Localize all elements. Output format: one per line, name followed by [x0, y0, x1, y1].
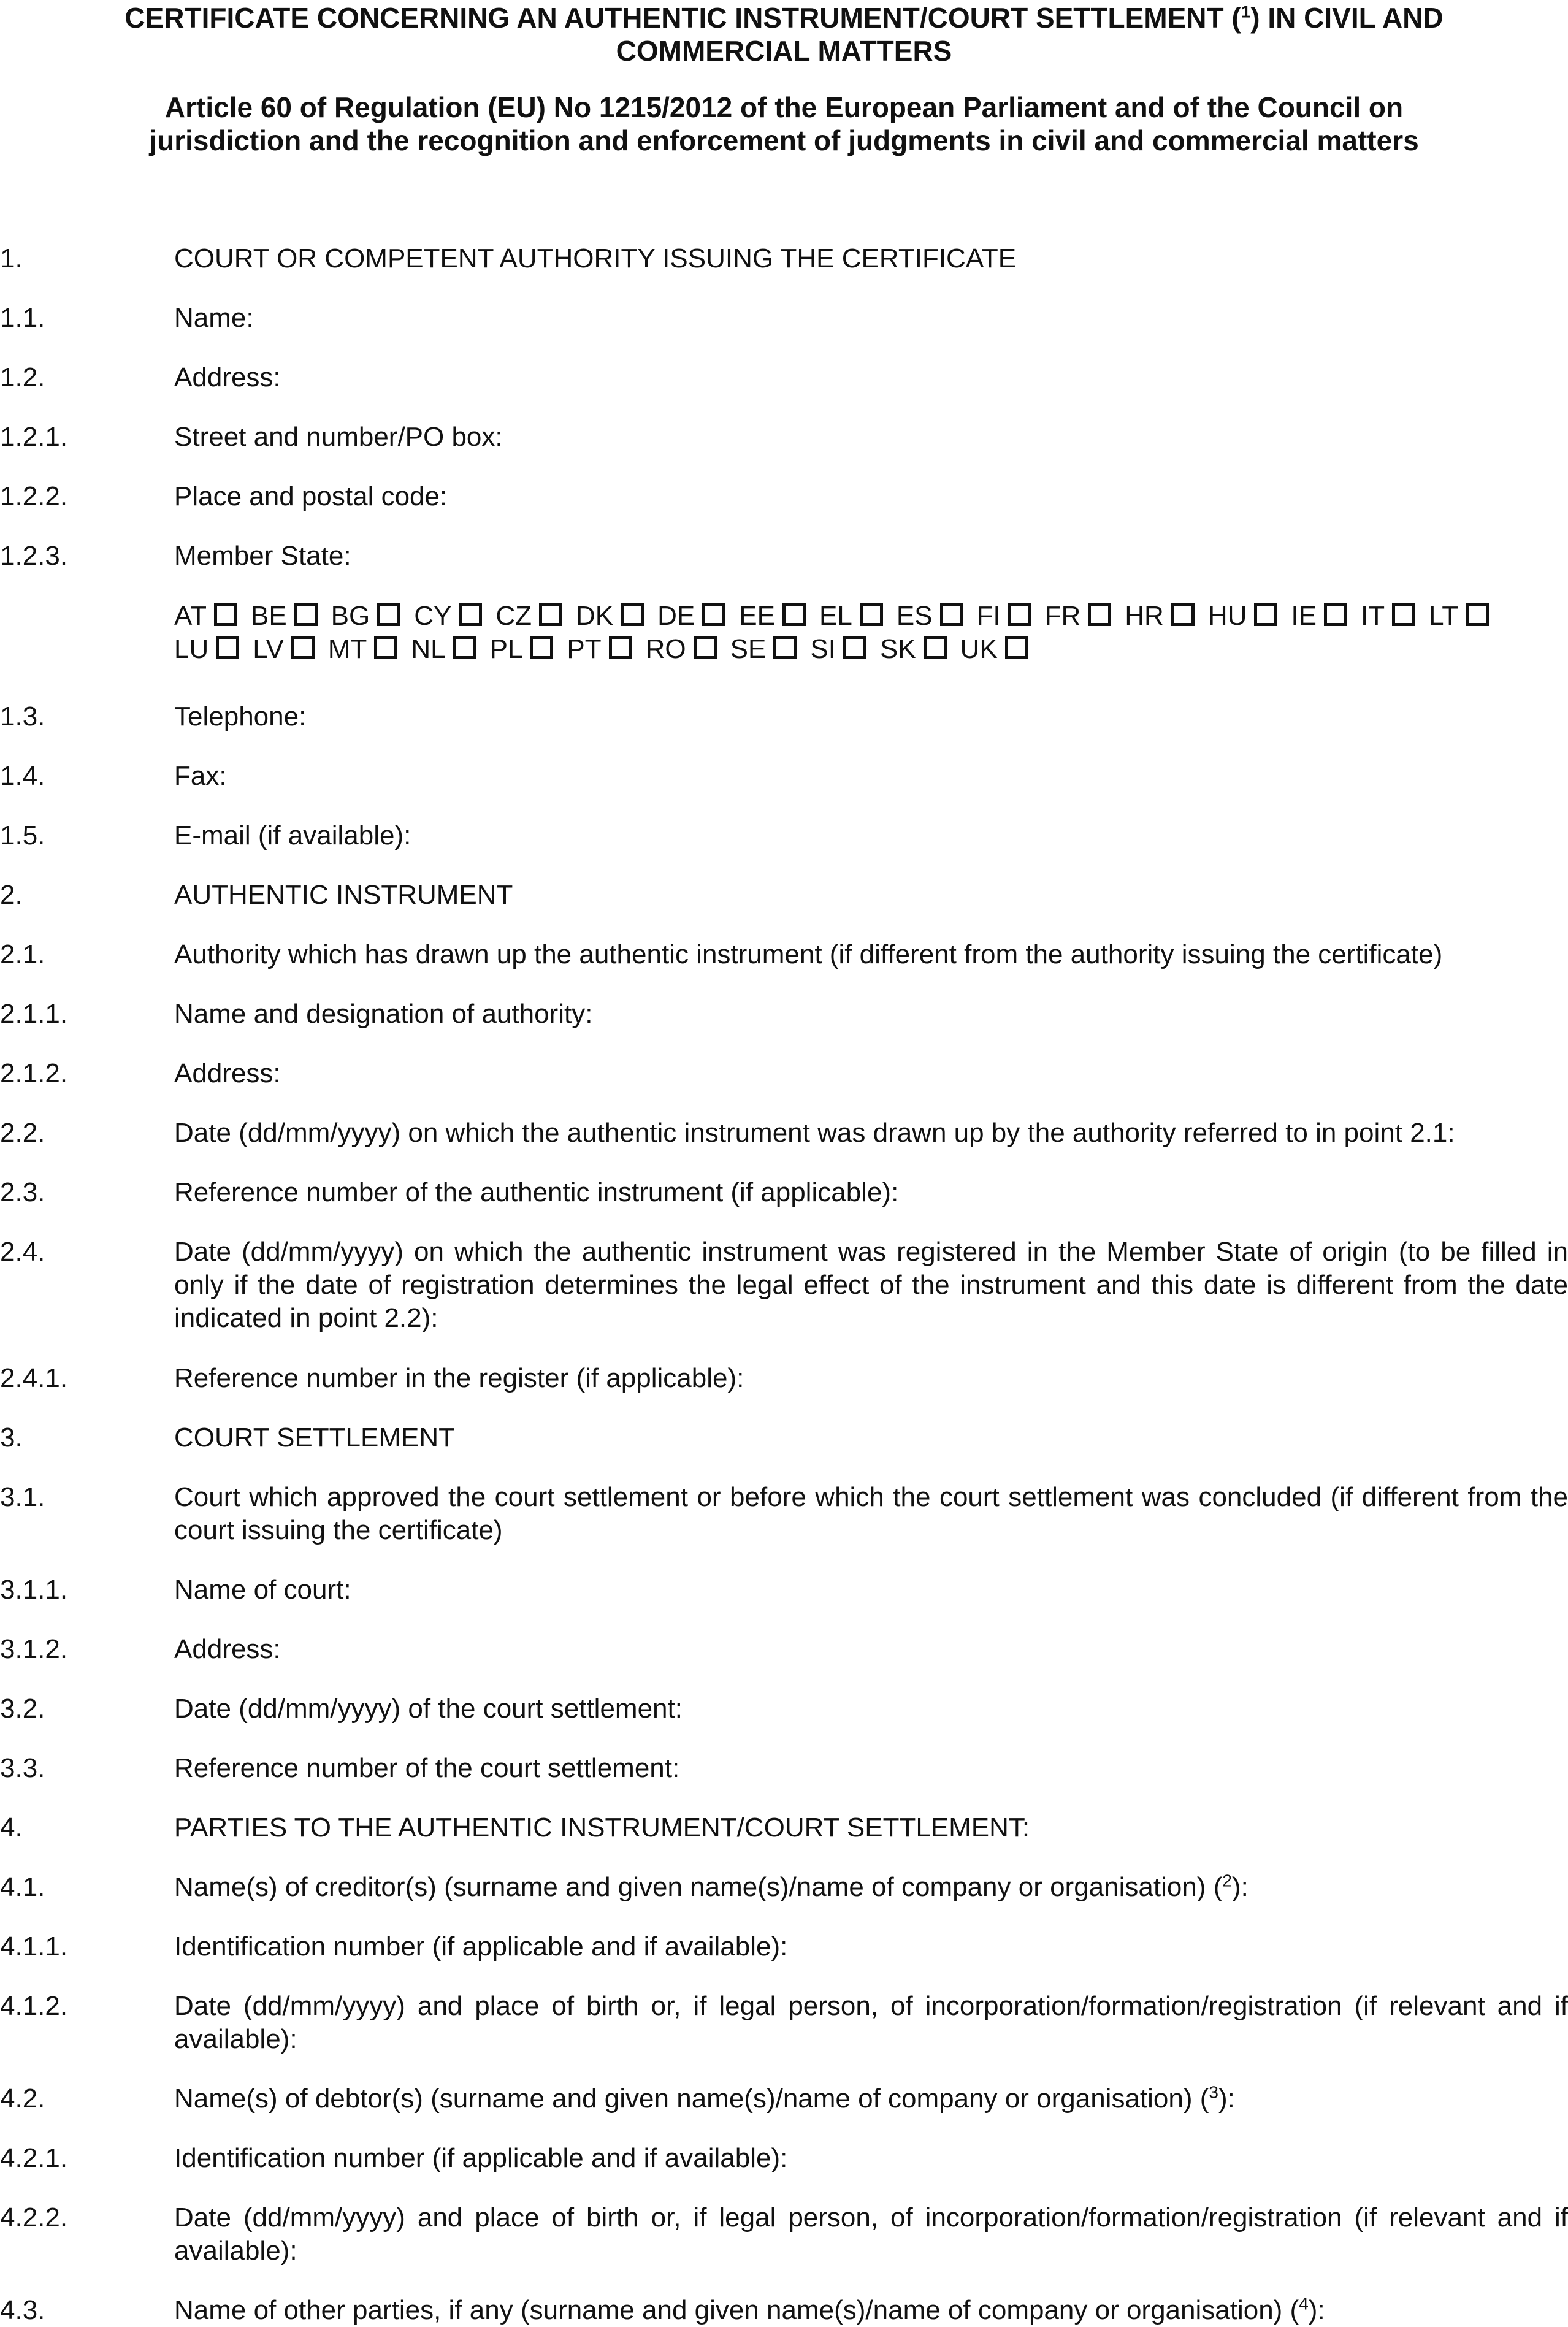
item-label: Reference number of the court settlement: [174, 1753, 680, 1783]
item-label: Date (dd/mm/yyyy) and place of birth or, if legal person, of incorporation/formation/registration (if relevant and if available): [174, 2203, 1568, 2266]
item-label: Name of court: [174, 1575, 351, 1605]
item-label: E-mail (if available): [174, 820, 411, 850]
checkbox-pt[interactable] [609, 636, 632, 659]
member-state-label-uk: UK [960, 634, 998, 664]
member-state-label-se: SE [730, 634, 767, 664]
member-state-label-it: IT [1360, 601, 1385, 631]
item-number: 1.3. [0, 701, 45, 732]
checkbox-at[interactable] [214, 603, 237, 626]
member-state-label-es: ES [896, 601, 933, 631]
item-number: 2.4. [0, 1237, 45, 1267]
item-number: 3. [0, 1423, 23, 1453]
member-state-label-be: BE [250, 601, 287, 631]
item-label: Name: [174, 303, 254, 333]
item-number: 1. [0, 243, 23, 273]
item-label: Street and number/PO box: [174, 422, 503, 452]
footnote-ref: 1 [1241, 2, 1251, 21]
checkbox-de[interactable] [702, 603, 725, 626]
item-number: 3.1.2. [0, 1634, 68, 1664]
member-state-label-lv: LV [253, 634, 284, 664]
member-state-line-2 [174, 633, 1568, 666]
item-number: 4.3. [0, 2295, 45, 2325]
footnote-ref: 2 [1222, 1871, 1232, 1890]
member-state-label-bg: BG [331, 601, 370, 631]
item-number: 2.1.1. [0, 999, 68, 1029]
member-state-label-ro: RO [645, 634, 686, 664]
member-state-label-cz: CZ [495, 601, 532, 631]
checkbox-pl[interactable] [530, 636, 553, 659]
item-number: 2.1. [0, 939, 45, 969]
checkbox-se[interactable] [773, 636, 797, 659]
checkbox-it[interactable] [1392, 603, 1415, 626]
checkbox-lt[interactable] [1466, 603, 1489, 626]
text-fragment: Name(s) of debtor(s) (surname and given name(s)/name of company or organisation) ( [174, 2084, 1209, 2114]
document-title [0, 1, 1568, 67]
item-number: 3.1.1. [0, 1575, 68, 1605]
checkbox-ie[interactable] [1324, 603, 1347, 626]
checkbox-fr[interactable] [1088, 603, 1111, 626]
text-fragment: jurisdiction and the recognition and enforcement of judgments in civil and commercial matters [149, 124, 1419, 156]
member-state-label-sk: SK [879, 634, 916, 664]
footnote-ref: 3 [1209, 2082, 1218, 2102]
item-number: 2. [0, 880, 23, 910]
checkbox-bg[interactable] [377, 603, 400, 626]
checkbox-sk[interactable] [924, 636, 947, 659]
checkbox-cz[interactable] [539, 603, 562, 626]
item-label: Address: [174, 362, 281, 392]
item-number: 2.4.1. [0, 1363, 68, 1393]
text-fragment: CERTIFICATE CONCERNING AN AUTHENTIC INSTRUMENT/COURT SETTLEMENT ( [124, 2, 1241, 34]
item-label: Place and postal code: [174, 481, 448, 511]
text-fragment: Name(s) of creditor(s) (surname and given name(s)/name of company or organisation) ( [174, 1872, 1223, 1902]
item-label [174, 1871, 1568, 1904]
item-label: Member State: [174, 541, 351, 571]
item-number: 2.2. [0, 1118, 45, 1148]
member-state-label-nl: NL [411, 634, 446, 664]
item-number: 1.5. [0, 820, 45, 850]
member-state-label-fr: FR [1044, 601, 1081, 631]
checkbox-hr[interactable] [1171, 603, 1195, 626]
item-label: Reference number of the authentic instrument (if applicable): [174, 1177, 899, 1207]
item-label [174, 2082, 1568, 2115]
item-label: Date (dd/mm/yyyy) on which the authentic instrument was drawn up by the authority referred to in point 2.1: [174, 1118, 1455, 1148]
member-state-label-hu: HU [1207, 601, 1247, 631]
item-number: 1.2.1. [0, 422, 68, 452]
item-number: 2.3. [0, 1177, 45, 1207]
footnote-ref: 4 [1299, 2294, 1309, 2314]
item-number: 4.1.1. [0, 1932, 68, 1962]
member-state-label-hr: HR [1125, 601, 1164, 631]
checkbox-es[interactable] [940, 603, 963, 626]
checkbox-ee[interactable] [782, 603, 806, 626]
item-number: 4.1. [0, 1872, 45, 1902]
text-fragment: ): [1231, 1872, 1249, 1902]
item-label: Name and designation of authority: [174, 999, 593, 1029]
item-number: 1.2. [0, 362, 45, 392]
checkbox-be[interactable] [294, 603, 318, 626]
item-label: Identification number (if applicable and if available): [174, 1932, 788, 1962]
checkbox-lv[interactable] [291, 636, 315, 659]
member-state-label-at: AT [174, 601, 207, 631]
item-number: 4.2. [0, 2084, 45, 2114]
checkbox-ro[interactable] [694, 636, 717, 659]
item-label: COURT OR COMPETENT AUTHORITY ISSUING THE CERTIFICATE [174, 243, 1017, 273]
item-label: Date (dd/mm/yyyy) and place of birth or, if legal person, of incorporation/formation/registration (if relevant and if available): [174, 1991, 1568, 2054]
text-fragment: ) IN CIVIL AND [1250, 2, 1444, 34]
item-label: Fax: [174, 761, 227, 791]
item-label: COURT SETTLEMENT [174, 1423, 455, 1453]
item-label [174, 2294, 1568, 2327]
item-number: 3.3. [0, 1753, 45, 1783]
item-label: Address: [174, 1634, 281, 1664]
item-number: 4. [0, 1813, 23, 1843]
checkbox-si[interactable] [843, 636, 866, 659]
checkbox-el[interactable] [860, 603, 883, 626]
member-state-label-de: DE [657, 601, 695, 631]
member-state-line-1 [174, 600, 1568, 633]
item-number: 3.1. [0, 1482, 45, 1512]
checkbox-cy[interactable] [459, 603, 482, 626]
text-fragment: COMMERCIAL MATTERS [616, 35, 952, 67]
checkbox-lu[interactable] [216, 636, 239, 659]
document-subtitle [0, 91, 1568, 157]
item-number: 4.2.1. [0, 2143, 68, 2173]
member-state-label-cy: CY [414, 601, 452, 631]
text-fragment [0, 1, 1568, 34]
item-label: Telephone: [174, 701, 307, 732]
item-label: Reference number in the register (if applicable): [174, 1363, 744, 1393]
checkbox-uk[interactable] [1005, 636, 1028, 659]
member-state-label-lu: LU [174, 634, 209, 664]
checkbox-hu[interactable] [1254, 603, 1277, 626]
item-label: Address: [174, 1058, 281, 1088]
member-state-label-dk: DK [576, 601, 614, 631]
checkbox-fi[interactable] [1008, 603, 1031, 626]
item-number: 1.2.3. [0, 541, 68, 571]
item-number: 1.4. [0, 761, 45, 791]
member-state-label-fi: FI [976, 601, 1001, 631]
item-number: 1.1. [0, 303, 45, 333]
item-label: Identification number (if applicable and if available): [174, 2143, 788, 2173]
item-label: Authority which has drawn up the authentic instrument (if different from the authority issuing the certificate) [174, 939, 1443, 969]
member-state-label-pl: PL [489, 634, 523, 664]
checkbox-mt[interactable] [374, 636, 397, 659]
member-state-label-pt: PT [567, 634, 602, 664]
item-number: 2.1.2. [0, 1058, 68, 1088]
member-state-label-ee: EE [739, 601, 775, 631]
item-label: Date (dd/mm/yyyy) on which the authentic instrument was registered in the Member State of origin (to be filled in only if the date of registration determines the legal effect of the instrument and this date is different from the date indicated in point 2.2): [174, 1237, 1568, 1333]
member-state-label-ie: IE [1291, 601, 1317, 631]
item-label: AUTHENTIC INSTRUMENT [174, 880, 513, 910]
checkbox-nl[interactable] [453, 636, 476, 659]
text-fragment: ): [1218, 2084, 1235, 2114]
member-state-label-lt: LT [1429, 601, 1459, 631]
text-fragment: Article 60 of Regulation (EU) No 1215/2012 of the European Parliament and of the Council on [164, 91, 1404, 123]
text-fragment: ): [1308, 2295, 1325, 2325]
item-number: 1.2.2. [0, 481, 68, 511]
text-fragment: Name of other parties, if any (surname and given name(s)/name of company or organisation) ( [174, 2295, 1299, 2325]
item-number: 4.2.2. [0, 2203, 68, 2233]
item-label [174, 600, 1568, 666]
member-state-label-el: EL [819, 601, 852, 631]
checkbox-dk[interactable] [621, 603, 644, 626]
member-state-label-si: SI [810, 634, 836, 664]
item-label: Court which approved the court settlement or before which the court settlement was concluded (if different from the court issuing the certificate) [174, 1482, 1568, 1545]
item-number: 4.1.2. [0, 1991, 68, 2021]
member-state-label-mt: MT [327, 634, 367, 664]
item-label: Date (dd/mm/yyyy) of the court settlement: [174, 1694, 683, 1724]
item-label: PARTIES TO THE AUTHENTIC INSTRUMENT/COURT SETTLEMENT: [174, 1813, 1030, 1843]
item-number: 3.2. [0, 1694, 45, 1724]
